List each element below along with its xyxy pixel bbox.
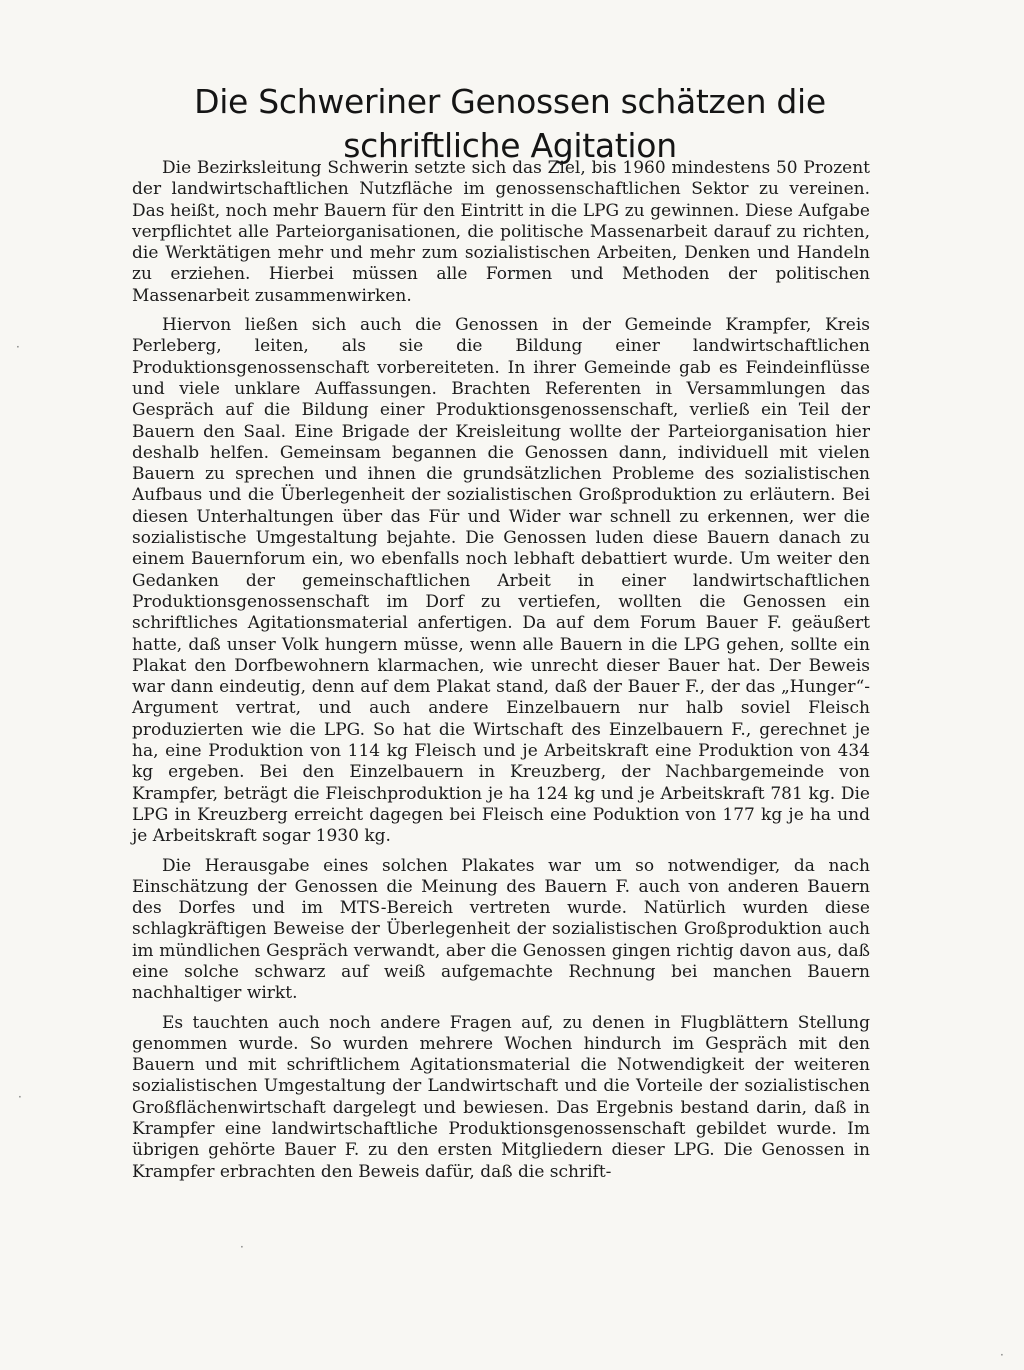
- scan-mark: ·: [16, 340, 20, 354]
- paragraph-3: Die Herausgabe eines solchen Plakates war um so notwendiger, da nach Einschätzung der Genossen die Meinung des Bauern F. auch von anderen Bauern des Dorfes und im MTS-Bereich vertreten wurde. Natürlich wurden diese schlagkräftigen Beweise der Überlegenheit der sozialistischen Großproduktion auch im mündlichen Gespräch verwandt, aber die Genossen gingen richtig davon aus, daß eine solche schwarz auf weiß aufgemachte Rechnung bei manchen Bauern nachhaltiger wirkt.: [132, 855, 870, 1004]
- scan-mark: ·: [240, 1240, 244, 1254]
- paragraph-4: Es tauchten auch noch andere Fragen auf, zu denen in Flugblättern Stellung genommen wurde. So wurden mehrere Wochen hindurch im Gespräch mit den Bauern und mit schriftlichem Agitationsmaterial die Notwendigkeit der weiteren sozialistischen Umgestaltung der Landwirtschaft und die Vorteile der sozialistischen Großflächenwirtschaft dargelegt und bewiesen. Das Ergebnis bestand darin, daß in Krampfer eine landwirtschaftliche Produktionsgenossenschaft gebildet wurde. Im übrigen gehörte Bauer F. zu den ersten Mitgliedern dieser LPG. Die Genossen in Krampfer erbrachten den Beweis dafür, daß die schrift-: [132, 1012, 870, 1182]
- scan-mark: ·: [1000, 1348, 1004, 1362]
- article-body: [132, 158, 870, 1191]
- paragraph-2: Hiervon ließen sich auch die Genossen in der Gemeinde Krampfer, Kreis Perleberg, leiten, als sie die Bildung einer landwirtschaftlichen Produktionsgenossenschaft vorbereiteten. In ihrer Gemeinde gab es Feindeinflüsse und viele unklare Auffassungen. Brachten Referenten in Versammlungen das Gespräch auf die Bildung einer Produktionsgenossenschaft, verließ ein Teil der Bauern den Saal. Eine Brigade der Kreisleitung wollte der Parteiorganisation hier deshalb helfen. Gemeinsam begannen die Genossen dann, individuell mit vielen Bauern zu sprechen und ihnen die grundsätzlichen Probleme des sozialistischen Aufbaus und die Überlegenheit der sozialistischen Großproduktion zu erläutern. Bei diesen Unterhaltungen über das Für und Wider war schnell zu erkennen, wer die sozialistische Umgestaltung bejahte. Die Genossen luden diese Bauern danach zu einem Bauernforum ein, wo ebenfalls noch lebhaft debattiert wurde. Um weiter den Gedanken der gemeinschaftlichen Arbeit in einer landwirtschaftlichen Produktionsgenossenschaft im Dorf zu vertiefen, wollten die Genossen ein schriftliches Agitationsmaterial anfertigen. Da auf dem Forum Bauer F. geäußert hatte, daß unser Volk hungern müsse, wenn alle Bauern in die LPG gehen, sollte ein Plakat den Dorfbewohnern klarmachen, wie unrecht dieser Bauer hat. Der Beweis war dann eindeutig, denn auf dem Plakat stand, daß der Bauer F., der das „Hunger“-Argument vertrat, und auch andere Einzelbauern nur halb soviel Fleisch produzierten wie die LPG. So hat die Wirtschaft des Einzelbauern F., gerechnet je ha, eine Produktion von 114 kg Fleisch und je Arbeitskraft eine Produktion von 434 kg ergeben. Bei den Einzelbauern in Kreuzberg, der Nachbargemeinde von Krampfer, beträgt die Fleischproduktion je ha 124 kg und je Arbeitskraft 781 kg. Die LPG in Kreuzberg erreicht dagegen bei Fleisch eine Poduktion von 177 kg je ha und je Arbeitskraft sogar 1930 kg.: [132, 315, 870, 847]
- page-title: Die Schweriner Genossen schätzen die schriftliche Agitation: [194, 82, 826, 165]
- scan-mark: ·: [18, 1090, 22, 1104]
- paragraph-1: Die Bezirksleitung Schwerin setzte sich das Ziel, bis 1960 mindestens 50 Prozent der landwirtschaftlichen Nutzfläche im genossenschaftlichen Sektor zu vereinen. Das heißt, noch mehr Bauern für den Eintritt in die LPG zu gewinnen. Diese Aufgabe verpflichtet alle Parteiorganisationen, die politische Massenarbeit darauf zu richten, die Werktätigen mehr und mehr zum sozialistischen Arbeiten, Denken und Handeln zu erziehen. Hierbei müssen alle Formen und Methoden der politischen Massenarbeit zusammenwirken.: [132, 158, 870, 306]
